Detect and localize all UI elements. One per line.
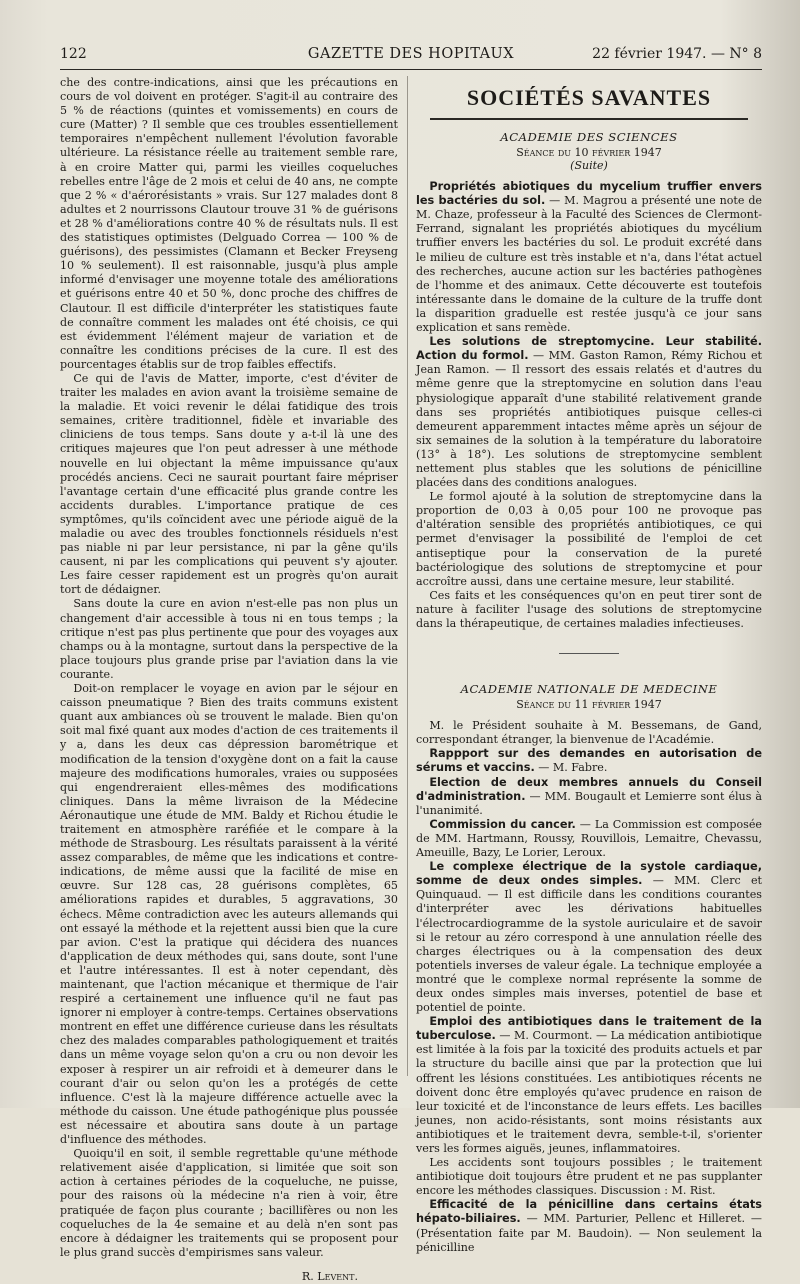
communication-title: Election de deux membres annuels du Conseil d'administration. — [416, 775, 762, 803]
communication-item — [416, 335, 762, 490]
communication-title: Le complexe électrique de la systole cardiaque, somme de deux ondes simples. — [416, 860, 762, 888]
communication-title: Rappport sur des demandes en autorisation de sérums et vaccins. — [416, 747, 762, 775]
communication-item — [416, 1198, 762, 1254]
communication-paragraph: Les accidents sont toujours possibles ; le traitement antibiotique doit toujours être prudent et ne pas supplanter encore les méthodes classiques. Discussion : M. Rist. — [416, 1156, 762, 1198]
article-paragraph: Sans doute la cure en avion n'est-elle pas non plus un changement d'air accessible à tous ni en tous temps ; la critique n'est pas plus pertinente que pour des voyages aux champs ou à la montagne, surtout dans la perspective de la place toujours plus grande prise par l'aviation dans la vie courante. — [60, 597, 398, 681]
article-paragraph: Quoiqu'il en soit, il semble regrettable qu'une méthode relativement aisée d'application, si limitée que soit son action à certaines périodes de la coqueluche, ne puisse, pour des raisons où la médecine n'a rien à voir, être pratiquée de façon plus courante ; bacillifères ou non les coqueluches de la 4e semaine et au delà n'en sont pas encore à dédaigner les traitements qui se proposent pour le plus grand succès d'empirismes sans valeur. — [60, 1147, 398, 1259]
communication-body: — M. Courmont. — La médication antibiotique est limitée à la fois par la toxicité des produits actuels et par la structure du bacille ainsi que par la protection que lui offrent les lésions constituées. Les antibiotiques récents ne doivent donc être employés qu'avec prudence en raison de leur toxicité et de l'inconstance de leurs effets. Les bacilles jeunes, non acido-résistants, sont moins résistants aux antibiotiques et le traitement devra, semble-t-il, s'orienter vers les formes aiguës, jeunes, inflammatoires. — [416, 1029, 762, 1155]
communication-title: Emploi des antibiotiques dans le traitement de la tuberculose. — [416, 1015, 762, 1043]
communication-title: Propriétés abiotiques du mycelium truffier envers les bactéries du sol. — [416, 180, 762, 208]
communication-title: Commission du cancer. — [429, 817, 576, 831]
continuation-note: (Suite) — [570, 159, 608, 173]
communication-body: — La Commission est composée de MM. Hartmann, Roussy, Rouvillois, Lemaitre, Chevassu, Ameuille, Bazy, Le Lorier, Leroux. — [416, 817, 762, 860]
communication-body: — M. Fabre. — [538, 761, 608, 775]
communication-paragraph: Ces faits et les conséquences qu'on en peut tirer sont de nature à faciliter l'usage des solutions de streptomycine dans la thérapeutique, de certaines maladies infectieuses. — [416, 588, 762, 630]
communication-body: — MM. Gaston Ramon, Rémy Richou et Jean Ramon. — Il ressort des essais relatés et d'autres du même genre que la streptomycine en solution dans l'eau physiologique apparaît d'une stabilité relativement grande dans ses propriétés antibiotiques puisque celles-ci demeurent apparemment intactes même après un séjour de six semaines de la solution à la température du laboratoire (13° à 18°). Les solutions de streptomycine semblent nettement plus stables que les solutions de pénicilline placées dans des conditions analogues. — [416, 349, 762, 490]
academy-name: ACADEMIE DES SCIENCES — [500, 130, 678, 144]
communication-title: Les solutions de streptomycine. Leur stabilité. Action du formol. — [416, 335, 762, 363]
session-intro: M. le Président souhaite à M. Bessemans, de Gand, correspondant étranger, la bienvenue de l'Académie. — [416, 719, 762, 747]
communication-item — [416, 747, 762, 775]
communication-paragraph: Le formol ajouté à la solution de streptomycine dans la proportion de 0,03 à 0,05 pour 100 ne provoque pas d'altération sensible des propriétés antibiotiques, ce qui permet d'envisager la possibilité de l'emploi de cet antiseptique pour la conservation de la pureté bactériologique des solutions de streptomycine et pour accroître aussi, dans une certaine mesure, leur stabilité. — [416, 490, 762, 588]
communication-body: — MM. Bougault et Lemierre sont élus à l'unanimité. — [416, 789, 763, 817]
communication-item — [416, 776, 762, 818]
page-number: 122 — [60, 46, 87, 62]
article-paragraph: Ce qui de l'avis de Matter, importe, c'est d'éviter de traiter les malades en avion avant la troisième semaine de la maladie. Et voici revenir le délai fatidique des trois semaines, critère traditionnel, fidèle et invariable des cliniciens de tous temps. Sans doute y a-t-il là une des critiques majeures que l'on peut adresser à une méthode nouvelle en lui objectant la même impuissance qu'aux procédés anciens. Ceci ne saurait pourtant faire mépriser l'avantage certain d'une efficacité plus grande contre les accidents durables. L'importance pratique de ces symptômes, qu'ils coïncident avec une période aiguë de la maladie ou avec des troubles fonctionnels résiduels n'est pas niable ni par leur persistance, ni par la gêne qu'ils causent, ni par les complications qui peuvent s'y ajouter. Les faire cesser rapidement est un progrès qu'on aurait tort de dédaigner. — [60, 371, 398, 597]
article-paragraph: che des contre-indications, ainsi que les précautions en cours de vol doivent en protéger. S'agit-il au contraire des 5 % de réactions (quintes et vomissements) en cours de cure (Matter) ? Il semble que ces troubles essentiellement temporaires n'empêchent nullement l'évolution favorable ultérieure. La résistance réelle au traitement semble rare, à en croire Matter qui, parmi les vieilles coqueluches rebelles entre l'âge de 2 mois et celui de 40 ans, ne compte que 2 % « d'aérorésistants » vrais. Sur 127 malades dont 8 adultes et 2 nourrissons Clautour trouve 31 % de guérisons et 28 % d'améliorations contre 40 % de résultats nuls. Il est des statistiques optimistes (Delguado Correa — 100 % de guérisons), des pessimistes (Clamann et Becker Freyseng 10 % seulement). Il est raisonnable, jusqu'à plus ample informé d'envisager une moyenne totale des améliorations et guérisons entre 40 et 50 %, donc proche des chiffres de Clautour. Il est difficile d'interpréter les statistiques faute de connaître comment les malades ont été choisis, ce qui est évidemment l'élément majeur de variation et de connaître les conditions précises de la cure. Il est des pourcentages établis sur de trop faibles effectifs. — [60, 76, 398, 371]
communication-body: — M. Magrou a présenté une note de M. Chaze, professeur à la Faculté des Sciences de Clermont-Ferrand, signalant les propriétés abiotiques du mycélium truffier envers les bactéries du sol. Le produit excrété dans le milieu de culture est très instable et n'a, dans l'état actuel des recherches, aucune action sur les bactéries pathogènes de l'homme et des animaux. Cette découverte est toutefois intéressante dans le domaine de la culture de la truffe dont la disparition graduelle est restée jusqu'à ce jour sans explication et sans remède. — [416, 194, 762, 335]
journal-title: GAZETTE DES HOPITAUX — [307, 46, 515, 62]
article-signature: R. Levent. — [301, 1269, 358, 1283]
communication-body: — MM. Clerc et Quinquaud. — Il est difficile dans les conditions courantes d'interpréter avec les dérivations habituelles l'électrocardiogramme de la systole auriculaire et de savoir si le retour au zéro correspond à une annulation réelle des charges électriques ou à la compensation des deux potentiels inverses de valeur égale. La technique employée a montré que le complexe normal représente la somme de deux ondes simples mais inverses, potentiel de base et potentiel de pointe. — [416, 874, 762, 1015]
section-title: SOCIÉTÉS SAVANTES — [416, 86, 762, 120]
left-column — [60, 76, 398, 1284]
communication-item — [416, 860, 762, 1015]
article-paragraph: Doit-on remplacer le voyage en avion par le séjour en caisson pneumatique ? Bien des traits communs existent quant aux ambiances où se trouvent le malade. Bien qu'on soit mal fixé quant aux modes d'action de ces traitements il y a, dans les deux cas dépression barométrique et modification de la tension d'oxygène dont on a fait la cause majeure des modifications humorales, vraies ou supposées qui engendreraient elles-mêmes des modifications cliniques. Dans la même livraison de la Médecine Aéronautique une étude de MM. Baldy et Richou étudie le traitement en atmosphère raréfiée et le compare à la méthode de Strasbourg. Les résultats paraissent à la vérité assez comparables, de même que les indications et contre-indications, de même aussi que la facilité de mise en œuvre. Sur 128 cas, 28 guérisons complètes, 65 améliorations rapides et durables, 5 aggravations, 30 échecs. Même contradiction avec les auteurs allemands qui ont essayé la méthode et la rejettent aussi bien que la cure par avion. C'est la pratique qui décidera des nuances d'application de deux méthodes qui, sans doute, sont l'une et l'autre intéressantes. Il est à noter cependant, dès maintenant, que l'action mécanique et thermique de l'air respiré a certainement une influence qu'il ne faut pas ignorer ni employer à contre-temps. Certaines observations montrent en effet une différence curieuse dans les résultats chez des malades comparables pathologiquement et traités dans un même voyage selon qu'on a cru ou non devoir les exposer à respirer un air refroidi et à demeurer dans le courant d'air ou selon qu'on les a protégés de cette influence. C'est là la majeure différence actuelle avec la méthode du caisson. Une étude pathogénique plus poussée est nécessaire et aboutira sans doute à un partage d'influence des méthodes. — [60, 682, 398, 1147]
header-rule — [60, 69, 762, 70]
section-separator — [559, 653, 619, 654]
communication-item — [416, 818, 762, 860]
communication-item — [416, 180, 762, 335]
page-header — [60, 44, 762, 66]
session-date: Séance du 10 février 1947 — [516, 146, 662, 160]
issue-date: 22 février 1947. — N° 8 — [592, 46, 762, 62]
communication-title: Efficacité de la pénicilline dans certains états hépato-biliaires. — [416, 1198, 762, 1226]
column-divider — [407, 76, 408, 1076]
academy-name: ACADEMIE NATIONALE DE MEDECINE — [460, 682, 718, 697]
right-column — [416, 76, 762, 1255]
communication-item — [416, 1015, 762, 1156]
communication-body: — MM. Parturier, Pellenc et Hilleret. — (Présentation faite par M. Baudoin). — Non seulement la pénicilline — [416, 1212, 762, 1254]
session-date: Séance du 11 février 1947 — [516, 698, 662, 712]
